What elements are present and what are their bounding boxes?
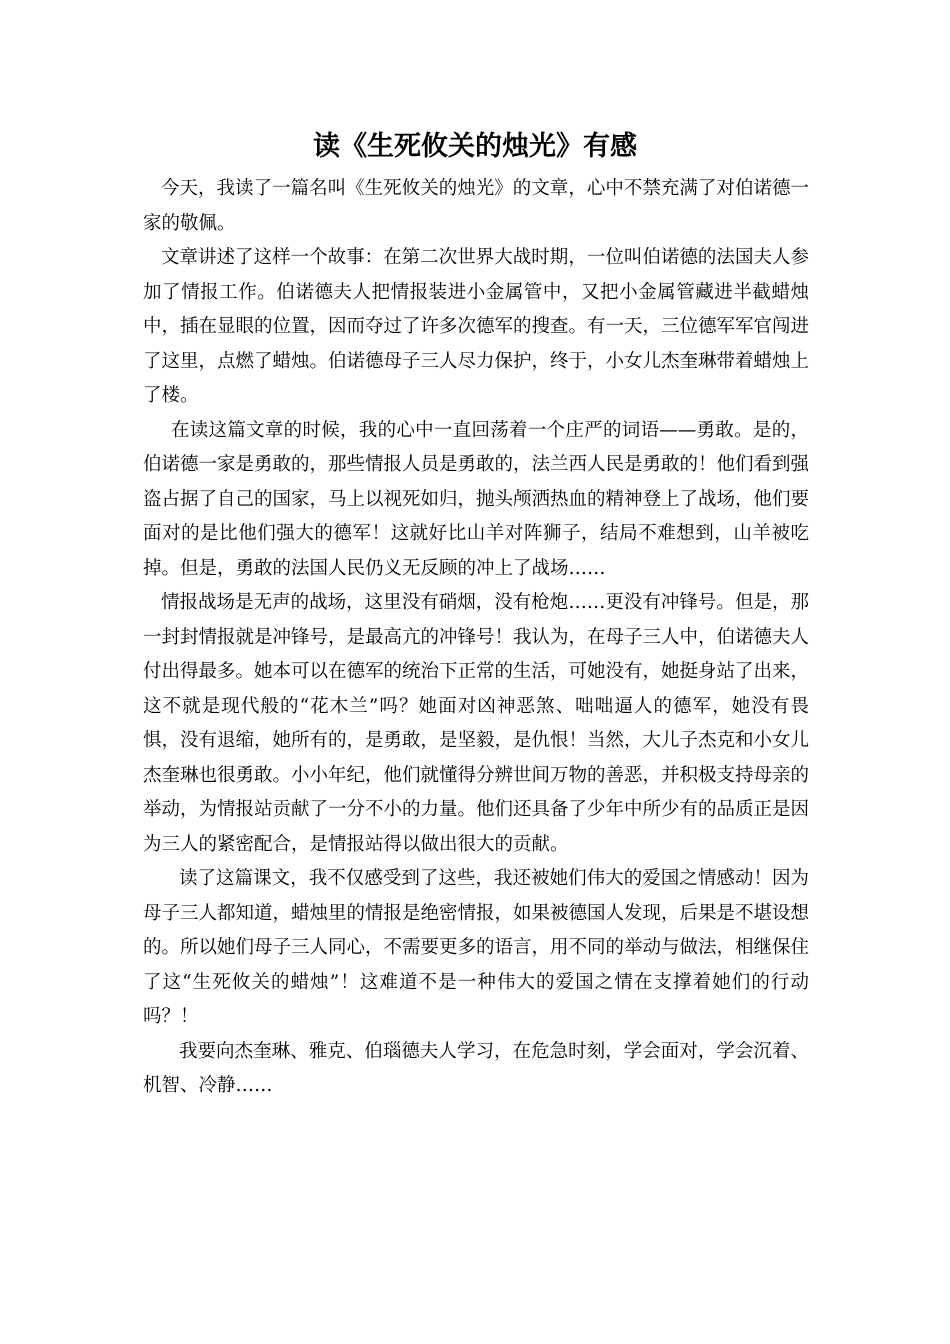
paragraph-6: 我要向杰奎琳、雅克、伯瑙德夫人学习，在危急时刻，学会面对，学会沉着、机智、冷静…… — [143, 1040, 809, 1096]
paragraph-2: 文章讲述了这样一个故事：在第二次世界大战时期，一位叫伯诺德的法国夫人参加了情报工作。伯诺德夫人把情报装进小金属管中，又把小金属管藏进半截蜡烛中，插在显眼的位置，因而夺过了许多次德军的搜查。有一天，三位德军军官闯进了这里，点燃了蜡烛。伯诺德母子三人尽力保护，终于，小女儿杰奎琳带着蜡烛上了楼。 — [143, 247, 810, 406]
paragraph-5: 读了这篇课文，我不仅感受到了这些，我还被她们伟大的爱国之情感动！因为母子三人都知道，蜡烛里的情报是绝密情报，如果被德国人发现，后果是不堪设想的。所以她们母子三人同心，不需要更多的语言，用不同的举动与做法，相继保住了这“生死攸关的蜡烛”！这难道不是一种伟大的爱国之情在支撑着她们的行动吗？！ — [143, 868, 810, 1027]
document-body — [143, 172, 809, 1104]
paragraph-3: 在读这篇文章的时候，我的心中一直回荡着一个庄严的词语——勇敢。是的，伯诺德一家是勇敢的，那些情报人员是勇敢的，法兰西人民是勇敢的！他们看到强盗占据了自己的国家，马上以视死如归，抛头颅洒热血的精神登上了战场，他们要面对的是比他们强大的德军！这就好比山羊对阵狮子，结局不难想到，山羊被吃掉。但是，勇敢的法国人民仍义无反顾的冲上了战场…… — [143, 419, 810, 579]
paragraph-1: 今天，我读了一篇名叫《生死攸关的烛光》的文章，心中不禁充满了对伯诺德一家的敬佩。 — [143, 178, 809, 234]
document-title: 读《生死攸关的烛光》有感 — [313, 131, 637, 162]
paragraph-4: 情报战场是无声的战场，这里没有硝烟，没有枪炮……更没有冲锋号。但是，那一封封情报就是冲锋号，是最高亢的冲锋号！我认为，在母子三人中，伯诺德夫人付出得最多。她本可以在德军的统治下正常的生活，可她没有，她挺身站了出来，这不就是现代般的“花木兰”吗？她面对凶神恶煞、咄咄逼人的德军，她没有畏惧，没有退缩，她所有的，是勇敢，是坚毅，是仇恨！当然，大儿子杰克和小女儿杰奎琳也很勇敢。小小年纪，他们就懂得分辨世间万物的善恶，并积极支持母亲的举动，为情报站贡献了一分不小的力量。他们还具备了少年中所少有的品质正是因为三人的紧密配合，是情报站得以做出很大的贡献。 — [143, 592, 810, 855]
